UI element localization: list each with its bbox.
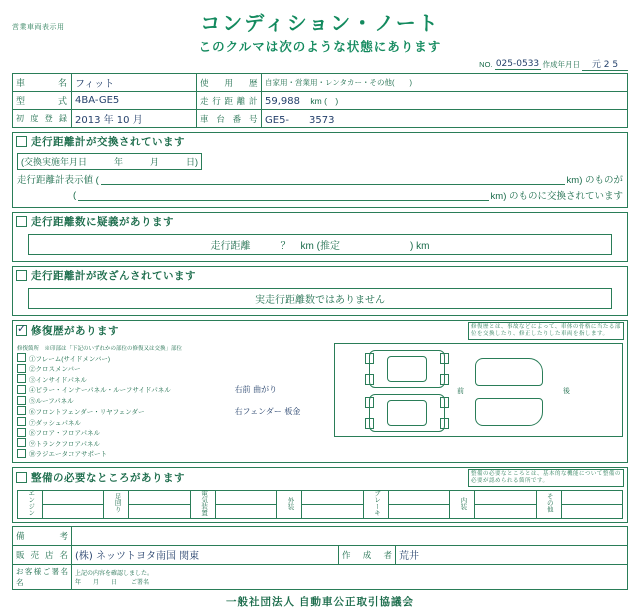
line1-prefix: 走行距離計表示値 ( (17, 175, 99, 186)
line2-blank[interactable] (78, 190, 488, 201)
repair-item-label: ⑦ダッシュパネル (29, 419, 81, 427)
wheel-front-right-2 (440, 397, 449, 408)
section-header (13, 213, 627, 230)
repair-checklist (17, 343, 334, 459)
cell-interior-2[interactable] (475, 504, 536, 518)
table-row (13, 110, 628, 128)
repair-item-label: ⑥フロントフェンダー・リヤフェンダー (29, 408, 145, 416)
wheel-rear-left-2 (365, 418, 374, 429)
line2-suffix: km) のものに交換されています (490, 191, 623, 202)
repair-item-label: ③インサイドパネル (29, 376, 87, 384)
cell-electrical-2[interactable] (215, 504, 276, 518)
value-chassis-number: GE5- 3573 (262, 110, 628, 128)
repair-item-label: ⑧フロア・フロアパネル (29, 430, 100, 437)
wheel-front-left (365, 353, 374, 364)
checkbox-icon[interactable] (17, 406, 26, 415)
replaced-value-line-1 (17, 172, 623, 186)
checkbox-icon[interactable] (17, 353, 26, 362)
business-label: 営業車両表示用 (12, 24, 65, 31)
repair-caption: 修復箇所 ※印部は「下記のいずれかの部位の修復又は交換」部位 (17, 345, 183, 352)
column-header-interior: 内装 (459, 496, 467, 510)
checkbox-icon[interactable] (16, 472, 27, 483)
checkbox-icon[interactable] (16, 325, 27, 336)
section-body (13, 150, 627, 207)
column-header-suspension: 足回り (113, 493, 121, 513)
checkbox-icon[interactable] (17, 449, 26, 458)
table-row (13, 564, 628, 589)
customer-signature-cell[interactable] (72, 564, 628, 589)
date-label: 作成年月日 (542, 59, 580, 69)
list-item[interactable] (17, 406, 330, 417)
cell-interior-1[interactable] (475, 490, 536, 504)
label-shop: 販売店名 (13, 545, 72, 564)
page-title: コンディション・ノート (200, 13, 440, 35)
unit-odometer: km ( ) (310, 95, 339, 106)
repair-diagram-panel (334, 343, 623, 459)
checkbox-icon[interactable] (16, 216, 27, 227)
car-side-front (475, 358, 543, 386)
checkbox-icon[interactable] (16, 270, 27, 281)
section-repair-history (12, 320, 628, 463)
list-item[interactable] (17, 448, 330, 459)
table-row (13, 92, 628, 110)
value-use-history: 自家用・営業用・レンタカー・その他( ) (262, 74, 628, 92)
wheel-rear-right (440, 374, 449, 385)
car-diagram[interactable] (334, 343, 623, 437)
cell-other-1[interactable] (561, 490, 622, 504)
value-odometer: 59,988 (265, 95, 300, 107)
repair-item-note: 右フェンダー 板金 (234, 406, 301, 416)
section-title: 整備の必要なところがあります (31, 472, 185, 485)
wheel-rear-left (365, 374, 374, 385)
list-item[interactable] (17, 438, 330, 449)
value-first-registration: 2013 年 10 月 (72, 110, 197, 128)
list-item[interactable] (17, 374, 330, 385)
document-header (12, 6, 628, 36)
wheel-front-right (440, 353, 449, 364)
section-header (13, 133, 627, 150)
cell-engine-2[interactable] (43, 504, 104, 518)
repair-item-note (235, 438, 330, 449)
repair-item-note (235, 417, 330, 428)
wheel-rear-right-2 (440, 418, 449, 429)
cell-other-2[interactable] (561, 504, 622, 518)
section-header (13, 267, 627, 284)
section-odometer-replaced (12, 132, 628, 208)
maintenance-definition-note: 整備の必要なところとは、基本的な機能について整備の必要が認められる箇所です。 (468, 469, 624, 487)
label-author: 作成者 (339, 545, 396, 564)
repair-content (17, 343, 623, 459)
vehicle-info-table (12, 73, 628, 128)
repair-definition-note: 修復歴とは、事故などによって、車体の骨格に当たる部位を交換したり、修正したりした車両を指します。 (468, 322, 624, 340)
repair-item-note (235, 427, 330, 438)
section-title: 走行距離計が改ざんされています (31, 270, 196, 282)
list-item[interactable] (17, 427, 330, 438)
label-customer-signature: お客様ご署名名 (13, 564, 72, 589)
table-row (13, 526, 628, 545)
cell-engine-1[interactable] (43, 490, 104, 504)
column-header-exterior: 外装 (286, 496, 294, 510)
section-odometer-tampered (12, 266, 628, 316)
customer-note: 上記の内容を確認しました。 (75, 570, 154, 577)
line1-suffix: km) のものが (566, 175, 623, 186)
cell-brake-1[interactable] (388, 490, 449, 504)
section-body (13, 341, 627, 462)
car-bottom-cabin (387, 400, 427, 426)
repair-item-label: ⑤ルーフパネル (29, 398, 74, 405)
maintenance-table (17, 490, 623, 519)
list-item[interactable] (17, 363, 330, 374)
checkbox-icon[interactable] (17, 364, 26, 373)
label-chassis-number: 車台番号 (197, 110, 262, 128)
label-odometer: 走行距離計 (197, 92, 262, 110)
cell-exterior-1[interactable] (302, 490, 363, 504)
section-title: 走行距離計が交換されています (31, 136, 185, 148)
section-title: 修復歴があります (31, 325, 119, 338)
customer-date: 年 月 日 (75, 579, 118, 586)
checkbox-icon[interactable] (17, 396, 26, 405)
label-memo: 備 考 (13, 526, 72, 545)
list-item[interactable] (17, 417, 330, 428)
section-header (13, 321, 627, 341)
label-model-code: 型 式 (13, 92, 72, 110)
repair-item-note (235, 374, 330, 385)
repair-item-note (235, 448, 330, 459)
value-shop[interactable]: (株) ネッツトヨタ南国 関東 (72, 545, 339, 564)
repair-item-note: 右前 曲がり (234, 385, 278, 395)
checkbox-icon[interactable] (17, 417, 26, 426)
no-value: 025-0533 (495, 58, 540, 69)
label-use-history: 使 用 歴 (197, 74, 262, 92)
repair-item-note (235, 353, 330, 364)
table-row (13, 545, 628, 564)
checkbox-icon[interactable] (16, 136, 27, 147)
checkbox-icon[interactable] (17, 374, 26, 383)
section-title: 走行距離数に疑義があります (31, 216, 174, 228)
list-item[interactable] (17, 395, 330, 406)
section-header (13, 468, 627, 488)
replacement-date-line: (交換実施年月日 年 月 日) (17, 153, 202, 170)
repair-item-note (235, 363, 330, 374)
repair-item-label: ④ピラー・インナーパネル・ルーフサイドパネル (29, 387, 171, 395)
checkbox-icon[interactable] (17, 428, 26, 437)
column-header-brake: ブレーキ (372, 490, 380, 516)
page-subtitle: このクルマは次のような状態にあります (198, 40, 442, 54)
cell-suspension-2[interactable] (129, 504, 190, 518)
repair-item-note (235, 395, 330, 406)
cell-electrical-1[interactable] (215, 490, 276, 504)
doubt-distance-line: 走行距離 ？ km (推定 ) km (28, 234, 612, 255)
repair-item-label: ②クロスメンバー (29, 366, 81, 373)
replaced-value-line-2 (17, 188, 623, 202)
checkbox-icon[interactable] (17, 385, 26, 394)
value-car-name: フィット (72, 74, 197, 92)
section-body (13, 488, 627, 522)
cell-brake-2[interactable] (388, 504, 449, 518)
date-value: 元 2 5 (582, 57, 628, 71)
table-row (18, 490, 623, 504)
list-item[interactable] (17, 353, 330, 364)
diagram-rear-label: 後 (563, 387, 571, 395)
wheel-front-left-2 (365, 397, 374, 408)
repair-item-label: ⑩ラジエータコアサポート (29, 451, 107, 458)
line2-prefix: ( (73, 189, 77, 201)
column-header-electrical: 電気装置 (200, 490, 208, 516)
column-header-other: その他 (545, 493, 553, 513)
customer-name-label: ご署名 (131, 579, 150, 586)
column-header-engine: エンジン (27, 490, 35, 516)
footer-table (12, 526, 628, 590)
repair-item-label: ①フレーム(サイドメンバー) (29, 355, 111, 363)
repair-items-table (17, 353, 330, 459)
value-memo[interactable] (72, 526, 628, 545)
repair-item-label: ⑨トランクフロアパネル (29, 440, 100, 448)
tampered-note: 実走行距離数ではありません (28, 288, 612, 309)
cell-exterior-2[interactable] (302, 504, 363, 518)
section-body (13, 284, 627, 315)
section-maintenance (12, 467, 628, 523)
checkbox-icon[interactable] (17, 438, 26, 447)
no-label: NO. (479, 59, 493, 69)
table-row (13, 74, 628, 92)
section-body (13, 230, 627, 261)
label-first-registration: 初度登録 (13, 110, 72, 128)
car-top-cabin (387, 356, 427, 382)
issuing-organization: 一般社団法人 自動車公正取引協議会 (226, 595, 414, 608)
line1-blank[interactable] (101, 174, 565, 185)
document-number-line (12, 57, 628, 71)
section-odometer-doubt (12, 212, 628, 262)
cell-suspension-1[interactable] (129, 490, 190, 504)
list-item[interactable] (17, 384, 330, 395)
value-author[interactable]: 荒井 (396, 545, 628, 564)
value-odometer-cell (262, 92, 628, 110)
diagram-front-label: 前 (457, 387, 465, 395)
label-car-name: 車 名 (13, 74, 72, 92)
car-side-rear (475, 398, 543, 426)
value-model-code: 4BA-GE5 (72, 92, 197, 110)
